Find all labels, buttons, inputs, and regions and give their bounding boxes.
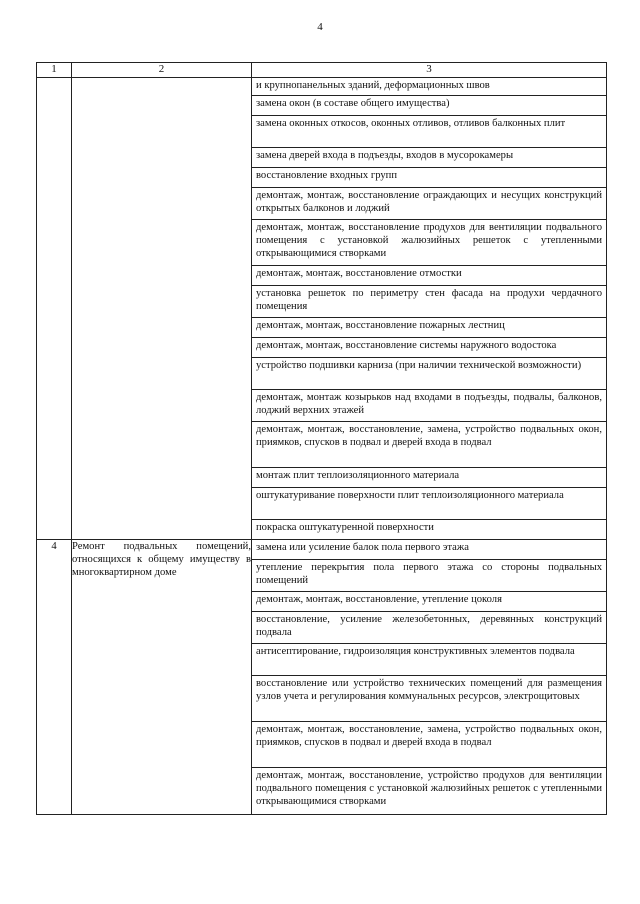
work-item: замена дверей входа в подъезды, входов в мусорокамеры [252, 148, 606, 168]
work-item: оштукатуривание поверхности плит теплоизоляционного материала [252, 488, 606, 520]
work-item: демонтаж, монтаж, восстановление пожарных лестниц [252, 318, 606, 338]
header-row [37, 63, 607, 78]
section-row [37, 78, 607, 540]
work-item: замена окон (в составе общего имущества) [252, 96, 606, 116]
work-item: демонтаж, монтаж, восстановление системы наружного водостока [252, 338, 606, 358]
header-col-2: 2 [72, 63, 252, 78]
work-item: демонтаж, монтаж, восстановление, устройство продухов для вентиляции подвального помещения с установкой жалюзийных решеток с утепленными открывающимися створками [256, 770, 602, 807]
section-row [37, 540, 607, 815]
work-item: демонтаж, монтаж, восстановление ограждающих и несущих конструкций открытых балконов и лоджий [252, 188, 606, 220]
work-item: восстановление, усиление железобетонных, деревянных конструкций подвала [252, 612, 606, 644]
work-item: покраска оштукатуренной поверхности [256, 522, 434, 533]
work-item: замена или усиление балок пола первого этажа [252, 540, 606, 560]
work-item: демонтаж, монтаж, восстановление, замена, устройство подвальных окон, приямков, спусков в подвал и дверей входа в подвал [252, 722, 606, 768]
work-item: восстановление входных групп [252, 168, 606, 188]
work-item: устройство подшивки карниза (при наличии технической возможности) [252, 358, 606, 390]
work-item: демонтаж, монтаж козырьков над входами в подъезды, подвалы, балконов, лоджий верхних этажей [252, 390, 606, 422]
work-list [252, 540, 607, 815]
work-item: демонтаж, монтаж, восстановление, замена, устройство подвальных окон, приямков, спусков в подвал и дверей входа в подвал [252, 422, 606, 468]
works-table [36, 62, 607, 815]
section-title [72, 78, 252, 540]
work-item: демонтаж, монтаж, восстановление продухов для вентиляции подвального помещения с установкой жалюзийных решеток с утепленными открывающимися створками [252, 220, 606, 266]
work-list [252, 78, 607, 540]
work-item: монтаж плит теплоизоляционного материала [252, 468, 606, 488]
work-item: установка решеток по периметру стен фасада на продухи чердачного помещения [252, 286, 606, 318]
page-number: 4 [317, 21, 323, 33]
work-item: демонтаж, монтаж, восстановление отмостки [252, 266, 606, 286]
work-item: утепление перекрытия пола первого этажа со стороны подвальных помещений [252, 560, 606, 592]
section-number: 4 [37, 540, 72, 815]
work-item: антисептирование, гидроизоляция конструктивных элементов подвала [252, 644, 606, 676]
work-item: замена оконных откосов, оконных отливов, отливов балконных плит [252, 116, 606, 148]
work-item: и крупнопанельных зданий, деформационных швов [252, 78, 606, 96]
header-col-1: 1 [37, 63, 72, 78]
work-item: демонтаж, монтаж, восстановление, утепление цоколя [252, 592, 606, 612]
section-number [37, 78, 72, 540]
header-col-3: 3 [252, 63, 607, 78]
work-item: восстановление или устройство технических помещений для размещения узлов учета и регулирования коммунальных ресурсов, электрощитовых [252, 676, 606, 722]
section-title: Ремонт подвальных помещений, относящихся к общему имуществу в многоквартирном доме [72, 540, 252, 815]
